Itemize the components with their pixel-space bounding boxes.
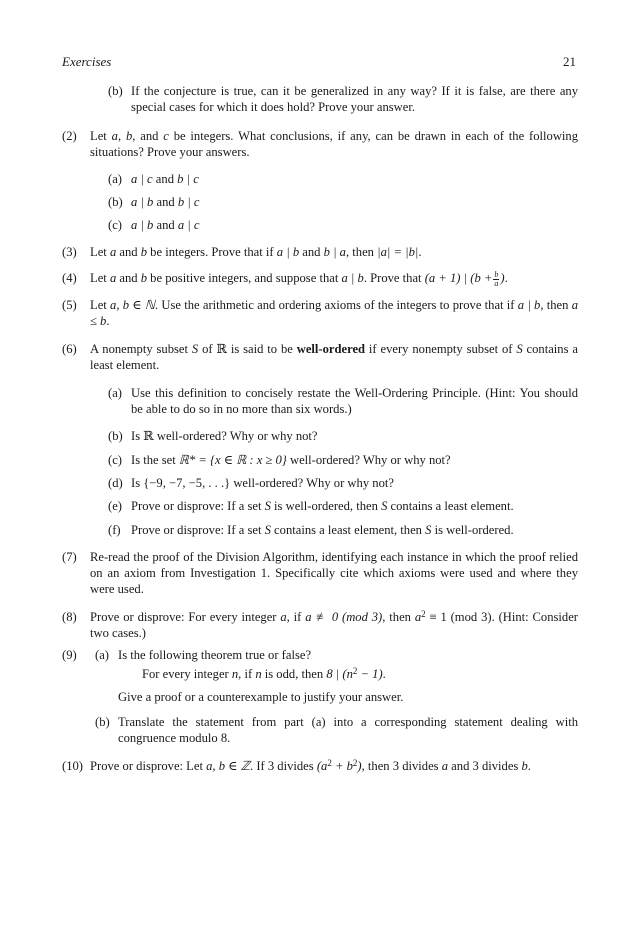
exercise-2c: (c) a | b and a | c (108, 218, 200, 232)
exercise-4: (4) Let a and b be positive integers, and suppose that a | b. Prove that (a + 1) | (b + $\frac{b}{a}$ ). (62, 269, 508, 288)
exercise-1b (108, 83, 578, 115)
exercise-6: (6) A nonempty subset S of ℝ is said to be well-ordered if every nonempty subset of S contains a least element. (62, 342, 578, 372)
exercise-6a: (a) Use this definition to concisely restate the Well-Ordering Principle. (Hint: You should be able to do so in no more than six words.) (108, 386, 578, 416)
term-well-ordered: well-ordered (296, 342, 366, 356)
exercise-5: (5) Let a, b ∈ ℕ. Use the arithmetic and ordering axioms of the integers to prove that if a | b, then a ≤ b. (62, 298, 578, 328)
exercise-6d: (d) Is {−9, −7, −5, . . .} well-ordered? Why or why not? (108, 476, 394, 490)
exercise-10: (10) Prove or disprove: Let a, b ∈ ℤ. If 3 divides $(a^2 + b^2)$, then 3 divides a and 3 divides b. (62, 758, 531, 773)
theorem-statement: For every integer n, if n is odd, then 8 | $(n^2 - 1)$. (142, 666, 386, 681)
item-text: Re-read the proof of the Division Algorithm, identifying each instance in which the proof relied on an axiom from Investigation 1. Specifically cite which axioms were used and where they were used. (90, 550, 578, 596)
exercise-3: (3) Let a and b be integers. Prove that if a | b and b | a, then |a| = |b|. (62, 245, 422, 259)
fraction-b-over-a: $\frac{b}{a}$ (494, 269, 499, 288)
page-number: 21 (563, 54, 576, 69)
exercise-9b: (b) Translate the statement from part (a) into a corresponding statement dealing with congruence modulo 8. (95, 715, 578, 745)
item-label: (2) (62, 129, 77, 143)
item-text: Let a and b be integers. Prove that if a | b and b | a, then |a| = |b|. (90, 245, 422, 259)
item-text: Let a, b, and c be integers. What conclusions, if any, can be drawn in each of the following situations? Prove your answers. (90, 129, 579, 159)
exercise-8: (8) Prove or disprove: For every integer a, if a ≢ 0 (mod 3), then $a^2 \equiv 1$ (mod 3). (Hint: Consider two cases.) (62, 609, 578, 640)
running-header-title: Exercises (62, 54, 112, 69)
exercise-6c: (c) Is the set ℝ* = {x ∈ ℝ : x ≥ 0} well-ordered? Why or why not? (108, 453, 451, 467)
exercise-6b: (b) Is ℝ well-ordered? Why or why not? (108, 429, 318, 443)
exercise-2 (62, 128, 578, 160)
item-text: A nonempty subset S of ℝ is said to be well-ordered if every nonempty subset of S contains a least element. (90, 342, 578, 372)
exercise-7: (7) Re-read the proof of the Division Algorithm, identifying each instance in which the proof relied on an axiom from Investigation 1. Specifically cite which axioms were used and where they were used. (62, 550, 578, 596)
item-text: Let a and b be positive integers, and suppose that a | b. Prove that (a + 1) | (b + $\frac{b}{a}$ ). (90, 269, 508, 288)
exercise-2a: (a) a | c and b | c (108, 172, 199, 186)
item-text: Let a, b ∈ ℕ. Use the arithmetic and ordering axioms of the integers to prove that if a | b, then a ≤ b. (90, 298, 578, 328)
exercise-9: (9) (a) Is the following theorem true or false? (62, 648, 312, 662)
item-text: Prove or disprove: For every integer a, if a ≢ 0 (mod 3), then $a^2 \equiv 1$ (mod 3). (Hint: Consider two cases.) (90, 609, 578, 640)
item-text: Prove or disprove: Let a, b ∈ ℤ. If 3 divides $(a^2 + b^2)$, then 3 divides a and 3 divides b. (90, 758, 531, 773)
item-text: If the conjecture is true, can it be generalized in any way? If it is false, are there any special cases for which it does hold? Prove your answer. (131, 84, 578, 114)
exercise-6e: (e) Prove or disprove: If a set S is well-ordered, then S contains a least element. (108, 499, 514, 513)
exercise-2b: (b) a | b and b | c (108, 195, 200, 209)
item-label: (b) (108, 84, 123, 98)
exercise-9a-instruction: Give a proof or a counterexample to justify your answer. (118, 690, 404, 704)
exercise-6f: (f) Prove or disprove: If a set S contains a least element, then S is well-ordered. (108, 523, 514, 537)
